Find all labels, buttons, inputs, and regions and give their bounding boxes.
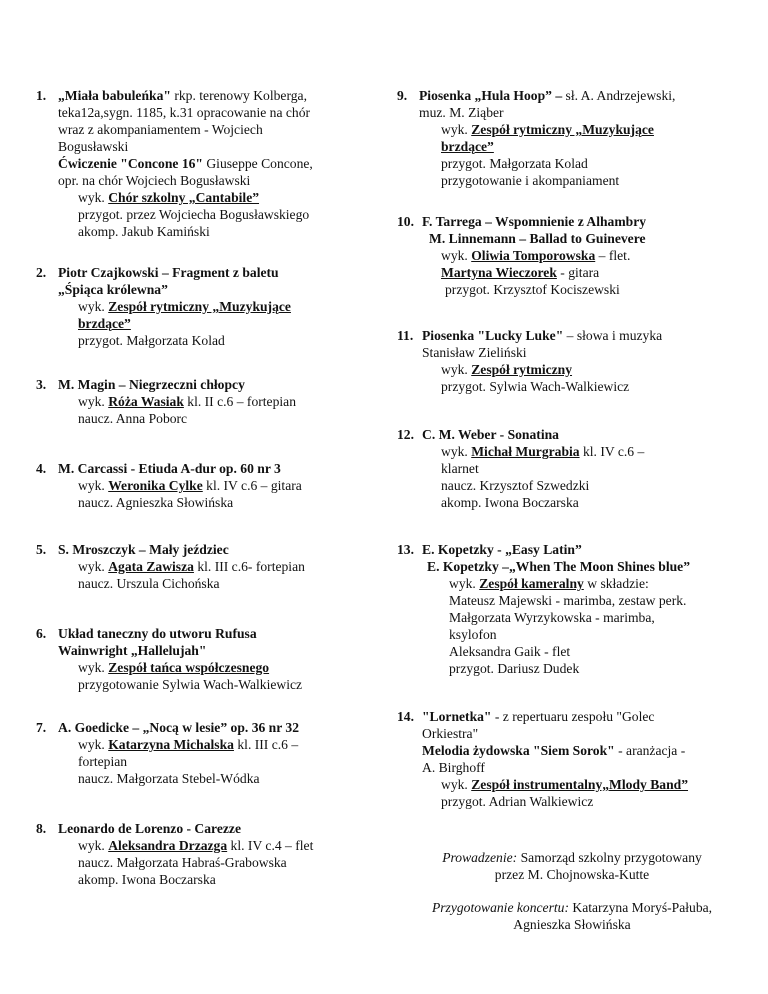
piece-title: C. M. Weber - Sonatina [422,427,559,442]
piece-title: A. Goedicke – „Nocą w lesie” op. 36 nr 32 [58,720,300,735]
program-item-7: 7. A. Goedicke – „Nocą w lesie” op. 36 nr 32 wyk. Katarzyna Michalska kl. III c.6 – fortepian naucz. Małgorzata Stebel-Wódka [36,719,366,787]
performer-name: Oliwia Tomporowska [471,248,596,263]
item-number: 7. [36,720,47,735]
program-item-6: 6. Układ taneczny do utworu Rufusa Wainwright „Hallelujah" wyk. Zespół tańca współczesnego przygotowanie Sylwia Wach-Walkiewicz [36,625,366,693]
host-credit: Prowadzenie: Samorząd szkolny przygotowany przez M. Chojnowska-Kutte [442,850,702,882]
piece-title: M. Magin – Niegrzeczni chłopcy [58,377,245,392]
program-item-4: 4. M. Carcassi - Etiuda A-dur op. 60 nr 3 wyk. Weronika Cylke kl. IV c.6 – gitara naucz. Agnieszka Słowińska [36,460,366,511]
item-number: 1. [36,88,47,103]
performer-name: Zespół rytmiczny „Muzykujące [471,122,654,137]
program-item-14: 14. "Lornetka" - z repertuaru zespołu "Golec Orkiestra" Melodia żydowska "Siem Sorok" - aranżacja - A. Birghoff wyk. Zespół instrumentalny„Mlody Band” przygot. Adrian Walkiewicz [397,709,689,809]
piece-title: „Miała babuleńka" [58,88,171,103]
performer-name: Michał Murgrabia [471,444,580,459]
performer-name: Chór szkolny „Cantabile” [108,190,260,205]
performer-name: Zespół instrumentalny„Mlody Band” [471,777,689,792]
piece-title: S. Mroszczyk – Mały jeździec [58,542,229,557]
piece-title: F. Tarrega – Wspomnienie z Alhambry [422,214,647,229]
piece-title: Piotr Czajkowski – Fragment z baletu [58,265,279,280]
performer-name: Weronika Cylke [108,478,203,493]
item-number: 3. [36,377,47,392]
performer-name: Agata Zawisza [108,559,194,574]
piece-title: Leonardo de Lorenzo - Carezze [58,821,241,836]
item-number: 9. [397,88,408,103]
item-number: 6. [36,626,47,641]
piece-title: Piosenka "Lucky Luke" [422,328,564,343]
program-item-8: 8. Leonardo de Lorenzo - Carezze wyk. Aleksandra Drzazga kl. IV c.4 – flet naucz. Małgorzata Habraś-Grabowska akomp. Iwona Boczarska [36,820,366,888]
item-number: 4. [36,461,47,476]
item-number: 2. [36,265,47,280]
program-item-13: 13. E. Kopetzky - „Easy Latin” E. Kopetzky –„When The Moon Shines blue” wyk. Zespół kameralny w składzie: Mateusz Majewski - marimba, zestaw perk. Małgorzata Wyrzykowska - marimba, ksylofon Aleksandra Gaik - flet przygot. Dariusz Dudek [397,541,747,677]
program-item-12: 12. C. M. Weber - Sonatina wyk. Michał Murgrabia kl. IV c.6 – klarnet naucz. Krzysztof Szwedzki akomp. Iwona Boczarska [397,426,747,511]
performer-name: Martyna Wieczorek [441,265,557,280]
piece-title: Ćwiczenie "Concone 16" [58,156,203,171]
program-item-2: 2. Piotr Czajkowski – Fragment z baletu „Śpiąca królewna” wyk. Zespół rytmiczny „Muzykujące brzdące” przygot. Małgorzata Kolad [36,264,366,349]
program-item-5: 5. S. Mroszczyk – Mały jeździec wyk. Agata Zawisza kl. III c.6- fortepian naucz. Urszula Cichońska [36,541,366,592]
piece-title: E. Kopetzky - „Easy Latin” [422,542,582,557]
program-item-3: 3. M. Magin – Niegrzeczni chłopcy wyk. Róża Wasiak kl. II c.6 – fortepian naucz. Anna Poborc [36,376,366,427]
piece-title: Piosenka „Hula Hoop” – [419,88,563,103]
item-number: 10. [397,214,414,229]
item-number: 8. [36,821,47,836]
performer-name: Zespół tańca współczesnego [108,660,270,675]
preparation-label: Przygotowanie koncertu: [431,900,569,915]
performer-name: Zespół rytmiczny [471,362,573,377]
performer-name: Zespół kameralny [479,576,584,591]
piece-title: M. Carcassi - Etiuda A-dur op. 60 nr 3 [58,461,281,476]
host-label: Prowadzenie: [442,850,518,865]
piece-title: Układ taneczny do utworu Rufusa [58,626,257,641]
performer-name: Róża Wasiak [108,394,184,409]
concert-preparation-credit: Przygotowanie koncertu: Katarzyna Moryś-Pałuba, Agnieszka Słowińska [431,900,713,932]
program-item-9: 9. Piosenka „Hula Hoop” – sł. A. Andrzejewski, muz. M. Ziąber wyk. Zespół rytmiczny „Muzykujące brzdące” przygot. Małgorzata Kolad przygotowanie i akompaniament [397,88,676,188]
performer-name: Aleksandra Drzazga [108,838,228,853]
item-number: 13. [397,542,414,557]
program-item-10: 10. F. Tarrega – Wspomnienie z Alhambry M. Linnemann – Ballad to Guinevere wyk. Oliwia Tomporowska – flet. Martyna Wieczorek - gitara przygot. Krzysztof Kociszewski [397,213,747,298]
item-number: 5. [36,542,47,557]
performer-name: Katarzyna Michalska [108,737,234,752]
piece-title: "Lornetka" [422,709,492,724]
item-number: 14. [397,709,414,724]
piece-title: Melodia żydowska "Siem Sorok" [422,743,615,758]
item-number: 11. [397,328,414,343]
program-item-11: 11. Piosenka "Lucky Luke" – słowa i muzyka Stanisław Zieliński wyk. Zespół rytmiczny przygot. Sylwia Wach-Walkiewicz [397,328,663,394]
program-item-1: 1. „Miała babuleńka" rkp. terenowy Kolberga, teka12a,sygn. 1185, k.31 opracowanie na chór wraz z akompaniamentem - Wojciech Bogusławski Ćwiczenie "Concone 16" Giuseppe Concone, opr. na chór Wojciech Bogusławski wyk. Chór szkolny „Cantabile” przygot. przez Wojciecha Bogusławskiego akomp. Jakub Kamiński [36,88,313,239]
performer-name: Zespół rytmiczny „Muzykujące [108,299,291,314]
item-number: 12. [397,427,414,442]
